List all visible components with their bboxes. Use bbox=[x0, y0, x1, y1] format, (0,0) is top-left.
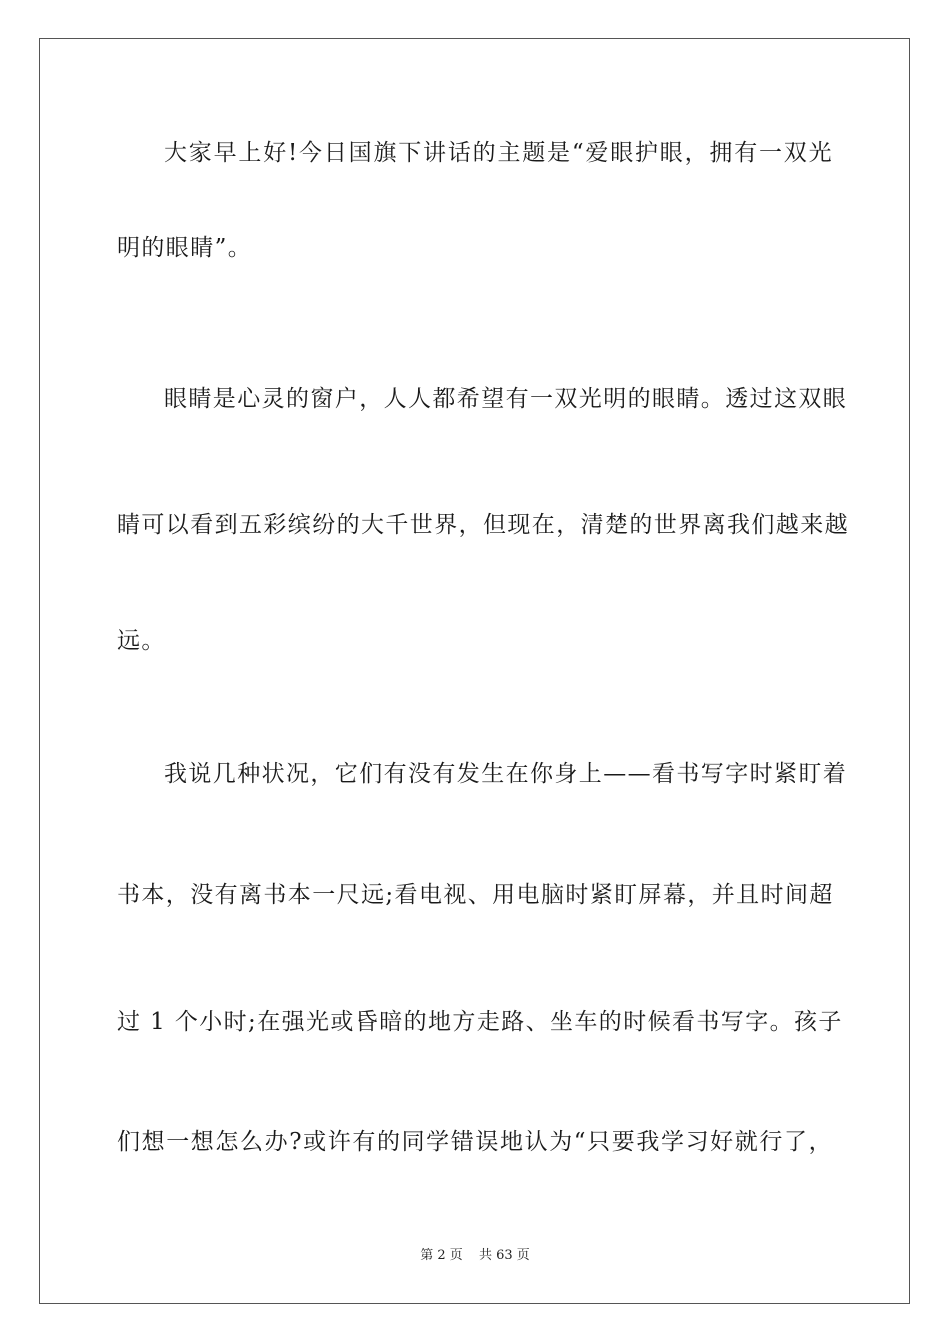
paragraph-2-line-1: 眼睛是心灵的窗户，人人都希望有一双光明的眼睛。透过这双眼 bbox=[164, 386, 848, 412]
page-total: 共 63 页 bbox=[478, 1248, 530, 1263]
paragraph-3-line-2: 书本，没有离书本一尺远;看电视、用电脑时紧盯屏幕，并且时间超 bbox=[117, 882, 834, 908]
paragraph-3-line-1: 我说几种状况，它们有没有发生在你身上——看书写字时紧盯着 bbox=[164, 761, 848, 787]
paragraph-3-line-3: 过 1 个小时;在强光或昏暗的地方走路、坐车的时候看书写字。孩子 bbox=[117, 1009, 843, 1035]
paragraph-2-line-3: 远。 bbox=[117, 628, 166, 654]
paragraph-1-line-2: 明的眼睛”。 bbox=[117, 235, 253, 261]
page-border bbox=[39, 38, 910, 1304]
paragraph-2-line-2: 睛可以看到五彩缤纷的大千世界，但现在，清楚的世界离我们越来越 bbox=[117, 512, 849, 538]
page-footer bbox=[0, 1247, 950, 1265]
paragraph-3-line-4: 们想一想怎么办?或许有的同学错误地认为“只要我学习好就行了， bbox=[117, 1129, 833, 1155]
paragraph-1-line-1: 大家早上好!今日国旗下讲话的主题是“爱眼护眼，拥有一双光 bbox=[164, 140, 833, 166]
page-number: 第 2 页 bbox=[420, 1248, 463, 1263]
